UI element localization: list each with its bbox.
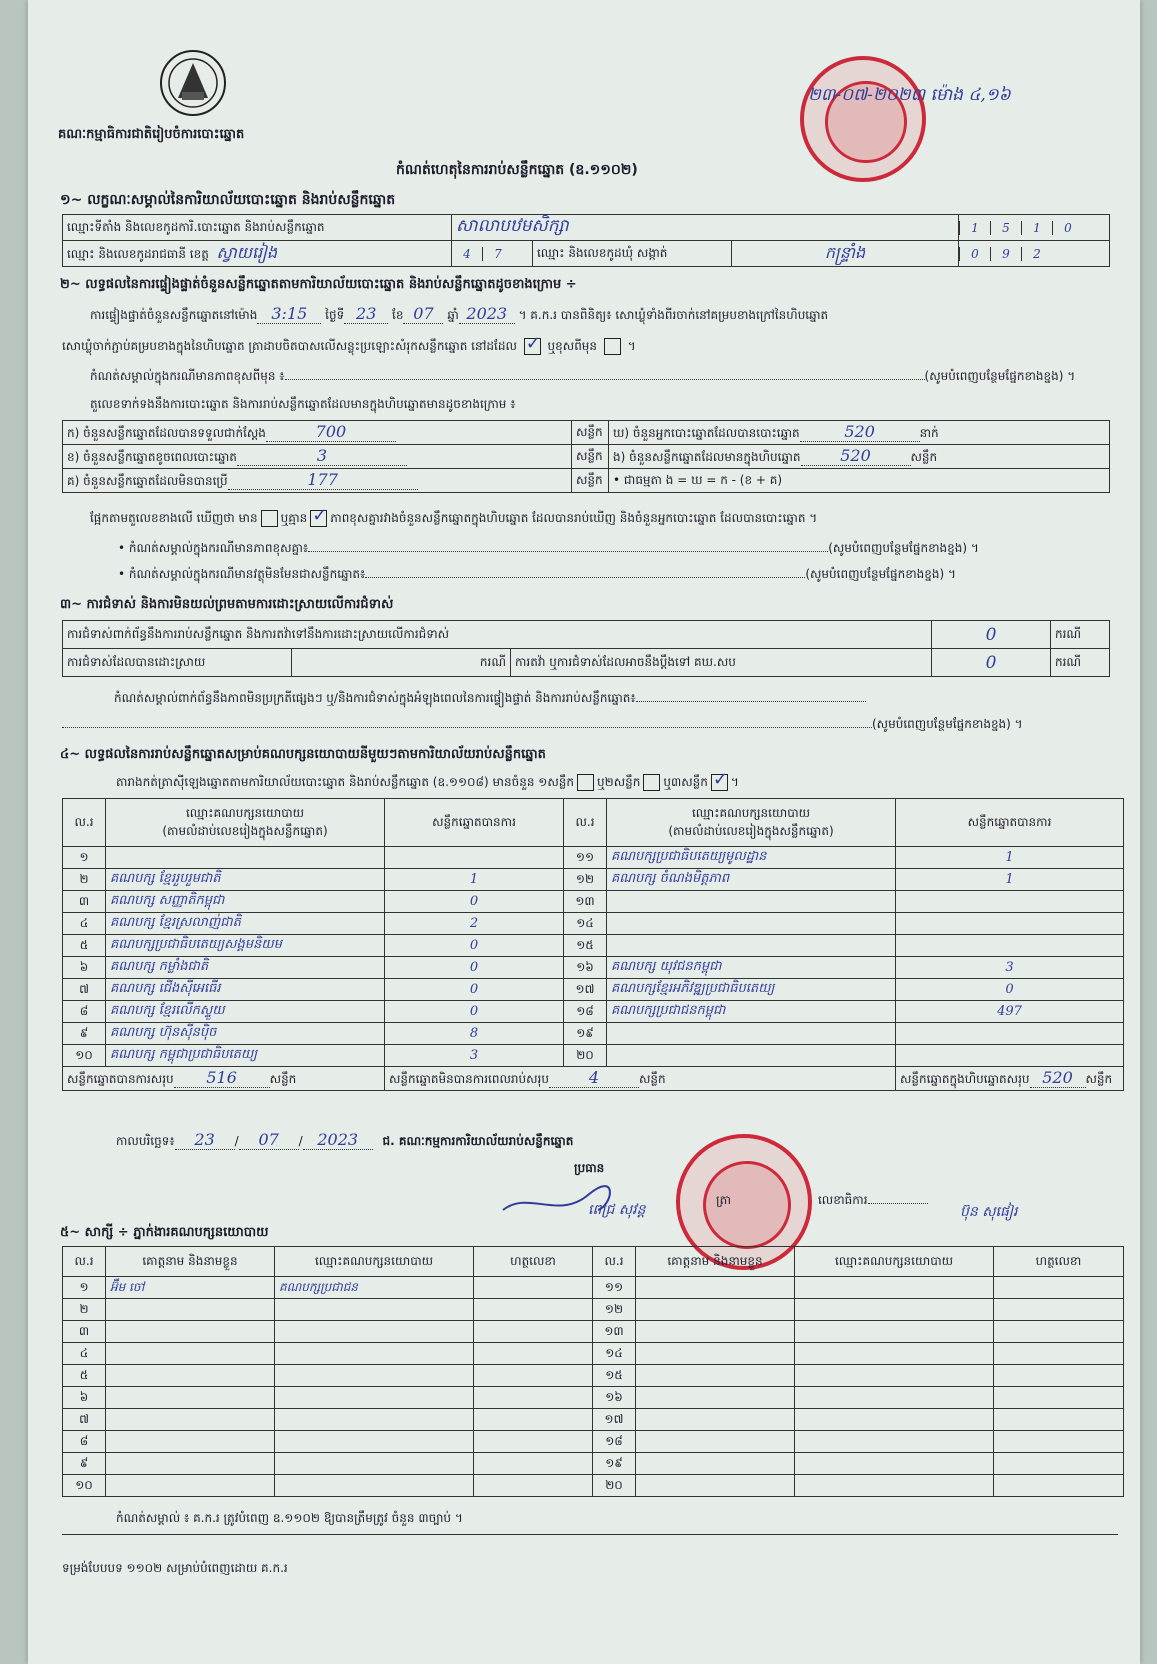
witness-no: ៤ bbox=[63, 1343, 106, 1365]
party-name: គណបក្ស កម្លាំងជាតិ bbox=[106, 957, 385, 979]
witness-no: ១៧ bbox=[593, 1409, 636, 1431]
witness-no: ១១ bbox=[593, 1277, 636, 1299]
result-row bbox=[63, 1045, 1124, 1067]
diff-note: • កំណត់សម្គាល់ក្នុងករណីមានភាពខុសគ្នា៖ (សូមបំពេញបន្ថែមផ្នែកខាងខ្នង) ។ bbox=[118, 541, 979, 555]
witness-no: ៧ bbox=[63, 1409, 106, 1431]
president-label: ប្រធាន bbox=[574, 1161, 605, 1175]
witness-signature bbox=[474, 1387, 593, 1409]
witness-name bbox=[106, 1343, 275, 1365]
witness-signature bbox=[994, 1365, 1124, 1387]
party-votes: 1 bbox=[385, 869, 564, 891]
witness-party bbox=[795, 1475, 994, 1497]
irregularity-note: កំណត់សម្គាល់ពាក់ព័ន្ធនឹងភាពមិនប្រក្រតីផ្សេងៗ ឬ/និងការជំទាស់ក្នុងអំឡុងពេលនៃការផ្ទៀងផ្ទាត់ និងការរាប់សន្លឹកឆ្នោត៖ bbox=[114, 690, 1114, 708]
witness-party bbox=[275, 1365, 474, 1387]
result-row bbox=[63, 1001, 1124, 1023]
witness-signature bbox=[474, 1409, 593, 1431]
results-body bbox=[63, 847, 1124, 1067]
witness-signature bbox=[994, 1321, 1124, 1343]
witness-row bbox=[63, 1409, 1124, 1431]
party-no: ៦ bbox=[63, 957, 106, 979]
location-name: សាលាបឋមសិក្សា bbox=[452, 215, 959, 241]
changed-checkbox[interactable] bbox=[604, 338, 621, 355]
witness-row bbox=[63, 1343, 1124, 1365]
witness-row bbox=[63, 1365, 1124, 1387]
party-votes: 0 bbox=[385, 957, 564, 979]
party-no: ៥ bbox=[63, 935, 106, 957]
witness-name bbox=[106, 1299, 275, 1321]
witness-name bbox=[106, 1409, 275, 1431]
party-votes: 2 bbox=[385, 913, 564, 935]
two-sheet-checkbox[interactable] bbox=[643, 774, 660, 791]
section3-heading: ៣~ ការជំទាស់ និងការមិនយល់ព្រមតាមការដោះស្រាយលើការជំទាស់ bbox=[60, 597, 394, 612]
section2-heading: ២~ លទ្ធផលនៃការផ្ទៀងផ្ទាត់ចំនួនសន្លឹកឆ្នោតតាមការិយាល័យបោះឆ្នោត និងរាប់សន្លឹកឆ្នោតដូចខាងក្រោម ÷ bbox=[60, 277, 577, 292]
witness-signature bbox=[474, 1299, 593, 1321]
party-votes: 0 bbox=[896, 979, 1124, 1001]
witness-party bbox=[795, 1277, 994, 1299]
witness-no: ១៤ bbox=[593, 1343, 636, 1365]
witness-signature bbox=[994, 1453, 1124, 1475]
secretary-name: ប៊ុន សុផៀរ bbox=[960, 1204, 1018, 1220]
unchanged-checkbox[interactable] bbox=[524, 338, 541, 355]
table-intro: តួលេខទាក់ទងនឹងការបោះឆ្នោត និងការរាប់សន្លឹកឆ្នោតដែលមានក្នុងហិបឆ្នោតមានដូចខាងក្រោម ៖ bbox=[90, 397, 516, 411]
ballot-count-table: ក) ចំនួនសន្លឹកឆ្នោតដែលបានទទួលជាក់ស្តែង 700 សន្លឹក ឃ) ចំនួនអ្នកបោះឆ្នោតដែលបានបោះឆ្នោត 520 នាក់ ខ) ចំនួនសន្លឹកឆ្នោតខូចពេលបោះឆ្នោត 3 សន្លឹក ង) ចំនួនសន្លឹកឆ្នោតដែលមានក្នុងហិបឆ្នោត 520 សន្លឹក គ) ចំនួនសន្លឹកឆ្នោតដែលមិនបានប្រើ 177 សន្លឹក • ជាធម្មតា ង = ឃ = ក - (ខ + គ) bbox=[62, 420, 1110, 493]
commune-label: ឈ្មោះ និងលេខកូដឃុំ សង្កាត់ bbox=[533, 241, 732, 267]
witness-name bbox=[636, 1343, 795, 1365]
witness-no: ១៨ bbox=[593, 1431, 636, 1453]
secretary-label: លេខាធិការ bbox=[818, 1192, 928, 1210]
witness-row bbox=[63, 1387, 1124, 1409]
form-footer: ទម្រង់បែបបទ ១១០២ សម្រាប់បំពេញដោយ គ.ក.រ bbox=[62, 1561, 288, 1575]
party-name bbox=[607, 935, 896, 957]
three-sheet-checkbox[interactable] bbox=[711, 774, 728, 791]
witness-name bbox=[636, 1431, 795, 1453]
witness-name bbox=[106, 1431, 275, 1453]
witness-no: ៣ bbox=[63, 1321, 106, 1343]
witness-no: ៥ bbox=[63, 1365, 106, 1387]
witness-no: ១៣ bbox=[593, 1321, 636, 1343]
party-no: ១២ bbox=[564, 869, 607, 891]
result-row bbox=[63, 935, 1124, 957]
party-votes: 0 bbox=[385, 935, 564, 957]
party-votes: 497 bbox=[896, 1001, 1124, 1023]
witness-body bbox=[63, 1277, 1124, 1497]
witness-signature bbox=[994, 1343, 1124, 1365]
witness-party bbox=[275, 1321, 474, 1343]
office-code: 1 5 1 0 bbox=[959, 215, 1110, 241]
party-no: ១ bbox=[63, 847, 106, 869]
witness-no: ១០ bbox=[63, 1475, 106, 1497]
witness-party bbox=[275, 1343, 474, 1365]
party-no: ១៣ bbox=[564, 891, 607, 913]
section1-heading: ១~ លក្ខណៈសម្គាល់នៃការិយាល័យបោះឆ្នោត និងរាប់សន្លឹកឆ្នោត bbox=[60, 192, 396, 208]
party-name: គណបក្សខ្មែរអភិវឌ្ឍប្រជាធិបតេយ្យ bbox=[607, 979, 896, 1001]
party-votes bbox=[896, 1045, 1124, 1067]
party-votes bbox=[896, 1023, 1124, 1045]
party-votes bbox=[385, 847, 564, 869]
witness-party bbox=[795, 1343, 994, 1365]
party-votes: 8 bbox=[385, 1023, 564, 1045]
witness-signature bbox=[474, 1475, 593, 1497]
witness-party bbox=[795, 1387, 994, 1409]
stamp-note: ២៣-០៧-២០២៣ ម៉ោង ៤,១៦ bbox=[808, 85, 1011, 105]
party-votes bbox=[896, 935, 1124, 957]
province-label: ឈ្មោះ និងលេខកូដរាជធានី ខេត្ត bbox=[67, 246, 209, 261]
party-no: ២ bbox=[63, 869, 106, 891]
section5-heading: ៥~ សាក្សី ÷ ភ្នាក់ងារគណបក្សនយោបាយ bbox=[60, 1225, 269, 1240]
location-label: ឈ្មោះទីតាំង និងលេខកូដការិ.បោះឆ្នោត និងរាប់សន្លឹកឆ្នោត bbox=[63, 215, 452, 241]
witness-signature bbox=[474, 1365, 593, 1387]
witness-name bbox=[106, 1475, 275, 1497]
party-name: គណបក្ស កម្ពុជាប្រជាធិបតេយ្យ bbox=[106, 1045, 385, 1067]
party-name: គណបក្ស ហ៊ុនស៊ីនប៉ិច bbox=[106, 1023, 385, 1045]
commune-name: កន្ទ្រាំង bbox=[732, 241, 959, 267]
party-name: គណបក្ស យុវជនកម្ពុជា bbox=[607, 957, 896, 979]
party-votes: 1 bbox=[896, 847, 1124, 869]
witness-signature bbox=[994, 1409, 1124, 1431]
org-name: គណៈកម្មាធិការជាតិរៀបចំការបោះឆ្នោត bbox=[58, 127, 245, 142]
witness-name bbox=[636, 1365, 795, 1387]
party-name: គណបក្សប្រជាធិបតេយ្យសង្គមនិយម bbox=[106, 935, 385, 957]
witness-row bbox=[63, 1277, 1124, 1299]
witness-party bbox=[275, 1409, 474, 1431]
witness-row bbox=[63, 1321, 1124, 1343]
result-row bbox=[63, 913, 1124, 935]
top-stamp bbox=[800, 56, 926, 182]
party-no: ៧ bbox=[63, 979, 106, 1001]
party-votes: 3 bbox=[385, 1045, 564, 1067]
location-table bbox=[62, 214, 1110, 267]
witness-signature bbox=[474, 1321, 593, 1343]
witness-name bbox=[636, 1321, 795, 1343]
witness-name bbox=[106, 1321, 275, 1343]
result-row bbox=[63, 979, 1124, 1001]
witness-party: គណបក្សប្រជាជន bbox=[275, 1277, 474, 1299]
party-no: ១៨ bbox=[564, 1001, 607, 1023]
witness-no: ៨ bbox=[63, 1431, 106, 1453]
witness-signature bbox=[474, 1343, 593, 1365]
nec-emblem-icon bbox=[158, 48, 228, 118]
party-name: គណបក្ស ចំណងមិត្តភាព bbox=[607, 869, 896, 891]
witness-signature bbox=[994, 1387, 1124, 1409]
compare-line: ផ្អែកតាមតួលេខខាងលើ ឃើញថា មាន ឬគ្មាន✓ ភាពខុសគ្នារវាងចំនួនសន្លឹកឆ្នោតក្នុងហិបឆ្នោត ដែលបានរាប់ឃើញ និងចំនួនអ្នកបោះឆ្នោត ដែលបានបោះឆ្នោត ។ bbox=[90, 510, 817, 528]
party-no: ៣ bbox=[63, 891, 106, 913]
party-no: ១៤ bbox=[564, 913, 607, 935]
witness-party bbox=[795, 1299, 994, 1321]
object-note: • កំណត់សម្គាល់ក្នុងករណីមានវត្ថុមិនមែនជាសន្លឹកឆ្នោត៖ (សូមបំពេញបន្ថែមផ្នែកខាងខ្នង) ។ bbox=[118, 567, 956, 581]
party-name: គណបក្ស សញ្ញាតិកម្ពុជា bbox=[106, 891, 385, 913]
change-note: កំណត់សម្គាល់ក្នុងករណីមានភាពខុសពីមុន ៖ (សូមបំពេញបន្ថែមផ្នែកខាងខ្នង) ។ bbox=[90, 369, 1076, 383]
witness-no: ២ bbox=[63, 1299, 106, 1321]
party-votes bbox=[896, 891, 1124, 913]
party-no: ៩ bbox=[63, 1023, 106, 1045]
witness-party bbox=[275, 1387, 474, 1409]
copies-note: កំណត់សម្គាល់ ៖ គ.ក.រ ត្រូវបំពេញ ឧ.១១០២ ឱ្យបានត្រឹមត្រូវ ចំនួន ៣ច្បាប់ ។ bbox=[116, 1511, 463, 1525]
witness-table: ល.រ គោត្តនាម និងនាមខ្លួន ឈ្មោះគណបក្សនយោបាយ ហត្ថលេខា ល.រ គោត្តនាម និងនាមខ្លួន ឈ្មោះគណបក្សនយោបាយ ហត្ថលេខា ១ អ៊ឹម ចៅ គណបក្សប្រជាជន ១១ ២ ១២ ៣ ១៣ ៤ ១៤ ៥ ១៥ ៦ ១៦ ៧ ១៧ ៨ ១៨ ៩ ១៩ ១០ ២០ bbox=[62, 1246, 1124, 1497]
party-no: ៤ bbox=[63, 913, 106, 935]
province-code: 4 7 bbox=[452, 241, 533, 267]
party-name: គណបក្ស ខ្មែរស្រលាញ់ជាតិ bbox=[106, 913, 385, 935]
results-table: ល.រ ឈ្មោះគណបក្សនយោបាយ (តាមលំដាប់លេខរៀងក្នុងសន្លឹកឆ្នោត) សន្លឹកឆ្នោតបានការ ល.រ ឈ្មោះគណបក្សនយោបាយ (តាមលំដាប់លេខរៀងក្នុងសន្លឹកឆ្នោត) សន្លឹកឆ្នោតបានការ ១ ១១ គណបក្សប្រជាធិបតេយ្យមូលដ្ឋាន 1 ២ គណបក្ស ខ្មែររួបរួមជាតិ 1 ១២ គណបក្ស ចំណងមិត្តភាព 1 ៣ គណបក្ស សញ្ញាតិកម្ពុជា 0 ១៣ ៤ គណបក្ស ខ្មែរស្រលាញ់ជាតិ 2 ១៤ ៥ គណបក្សប្រជាធិបតេយ្យសង្គមនិយម 0 ១៥ ៦ គណបក្ស កម្លាំងជាតិ 0 ១៦ គណបក្ស យុវជនកម្ពុជា 3 ៧ គណបក្ស ជើងស៊ីអេធើរ 0 ១៧ គណបក្សខ្មែរអភិវឌ្ឍប្រជាធិបតេយ្យ 0 ៨ គណបក្ស ខ្មែរលើកស្ទួយ 0 ១៨ គណបក្សប្រជាជនកម្ពុជា 497 ៩ គណបក្ស ហ៊ុនស៊ីនប៉ិច 8 ១៩ ១០ គណបក្ស កម្ពុជាប្រជាធិបតេយ្យ 3 ២០ សន្លឹកឆ្នោតបានការសរុប 516 សន្លឹក សន្លឹកឆ្នោតមិនបានការពេលរាប់សរុប 4 សន្លឹក សន្លឹកឆ្នោតក្នុងហិបឆ្នោតសរុប 520 សន្លឹក bbox=[62, 798, 1124, 1091]
witness-row bbox=[63, 1431, 1124, 1453]
party-no: ៨ bbox=[63, 1001, 106, 1023]
witness-signature bbox=[994, 1431, 1124, 1453]
witness-name: អ៊ឹម ចៅ bbox=[106, 1277, 275, 1299]
irregularity-note-cont: (សូមបំពេញបន្ថែមផ្នែកខាងខ្នង) ។ bbox=[62, 716, 1122, 734]
witness-party bbox=[275, 1453, 474, 1475]
result-row bbox=[63, 1023, 1124, 1045]
witness-name bbox=[636, 1475, 795, 1497]
witness-signature bbox=[474, 1277, 593, 1299]
party-name: គណបក្សប្រជាធិបតេយ្យមូលដ្ឋាន bbox=[607, 847, 896, 869]
party-name bbox=[607, 1045, 896, 1067]
witness-row bbox=[63, 1475, 1124, 1497]
witness-party bbox=[795, 1321, 994, 1343]
witness-no: ១៩ bbox=[593, 1453, 636, 1475]
has-diff-checkbox[interactable] bbox=[261, 510, 278, 527]
witness-no: ៦ bbox=[63, 1387, 106, 1409]
witness-no: ២០ bbox=[593, 1475, 636, 1497]
party-votes: 3 bbox=[896, 957, 1124, 979]
witness-party bbox=[795, 1365, 994, 1387]
party-name: គណបក្ស ខ្មែររួបរួមជាតិ bbox=[106, 869, 385, 891]
party-no: ២០ bbox=[564, 1045, 607, 1067]
date-line: កាលបរិច្ឆេទ៖ 23 / 07 / 2023 ជ. គណៈកម្មការការិយាល័យរាប់សន្លឹកឆ្នោត bbox=[116, 1130, 574, 1149]
party-no: ១៦ bbox=[564, 957, 607, 979]
party-no: ១៩ bbox=[564, 1023, 607, 1045]
witness-party bbox=[275, 1299, 474, 1321]
result-row bbox=[63, 869, 1124, 891]
witness-no: ១៦ bbox=[593, 1387, 636, 1409]
form-page bbox=[28, 0, 1140, 1664]
witness-name bbox=[106, 1453, 275, 1475]
witness-signature bbox=[994, 1299, 1124, 1321]
party-votes: 0 bbox=[385, 1001, 564, 1023]
section4-heading: ៤~ លទ្ធផលនៃការរាប់សន្លឹកឆ្នោតសម្រាប់គណបក្សនយោបាយនីមួយៗតាមការិយាល័យរាប់សន្លឹកឆ្នោត bbox=[60, 747, 546, 762]
form-title: កំណត់ហេតុនៃការរាប់សន្លឹកឆ្នោត (ឧ.១១០២) bbox=[396, 162, 638, 178]
witness-no: ១៥ bbox=[593, 1365, 636, 1387]
witness-signature bbox=[474, 1431, 593, 1453]
witness-row bbox=[63, 1453, 1124, 1475]
witness-no: ១ bbox=[63, 1277, 106, 1299]
witness-signature bbox=[994, 1475, 1124, 1497]
witness-row bbox=[63, 1299, 1124, 1321]
party-votes: 0 bbox=[385, 979, 564, 1001]
witness-signature bbox=[474, 1453, 593, 1475]
party-votes: 0 bbox=[385, 891, 564, 913]
party-name bbox=[106, 847, 385, 869]
party-no: ១៧ bbox=[564, 979, 607, 1001]
witness-no: ១២ bbox=[593, 1299, 636, 1321]
footer-rule bbox=[62, 1534, 1118, 1535]
president-name: ពេជ្រ សុវន្ត bbox=[588, 1202, 646, 1218]
witness-name bbox=[106, 1365, 275, 1387]
witness-party bbox=[795, 1453, 994, 1475]
one-sheet-checkbox[interactable] bbox=[577, 774, 594, 791]
no-diff-checkbox[interactable] bbox=[310, 510, 327, 527]
commune-code: 0 9 2 bbox=[959, 241, 1110, 267]
party-votes: 1 bbox=[896, 869, 1124, 891]
party-name bbox=[607, 1023, 896, 1045]
party-no: ១១ bbox=[564, 847, 607, 869]
witness-party bbox=[275, 1475, 474, 1497]
result-row bbox=[63, 891, 1124, 913]
result-row bbox=[63, 847, 1124, 869]
party-no: ១៥ bbox=[564, 935, 607, 957]
party-no: ១០ bbox=[63, 1045, 106, 1067]
witness-no: ៩ bbox=[63, 1453, 106, 1475]
objection-table: ការជំទាស់ពាក់ព័ន្ធនឹងការរាប់សន្លឹកឆ្នោត និងការតវ៉ាទៅនឹងការដោះស្រាយលើការជំទាស់ 0 ករណី ការជំទាស់ដែលបានដោះស្រាយ ករណី ការតវ៉ា ឬការជំទាស់ដែលអាចនឹងប្តឹងទៅ គឃ.សប 0 ករណី bbox=[62, 620, 1110, 677]
party-name bbox=[607, 891, 896, 913]
party-name: គណបក្ស ខ្មែរលើកស្ទួយ bbox=[106, 1001, 385, 1023]
witness-party bbox=[795, 1409, 994, 1431]
party-name bbox=[607, 913, 896, 935]
party-votes bbox=[896, 913, 1124, 935]
witness-name bbox=[636, 1453, 795, 1475]
party-name: គណបក្ស ជើងស៊ីអេធើរ bbox=[106, 979, 385, 1001]
province-name: ស្វាយរៀង bbox=[216, 242, 278, 262]
witness-signature bbox=[994, 1277, 1124, 1299]
witness-name bbox=[636, 1277, 795, 1299]
witness-name bbox=[636, 1387, 795, 1409]
seal-label: ត្រា bbox=[716, 1193, 731, 1207]
party-name: គណបក្សប្រជាជនកម្ពុជា bbox=[607, 1001, 896, 1023]
seal-check-line: សោឃ្លុំចាក់ភ្ជាប់គម្របខាងក្នុងនៃហិបឆ្នោត ត្រាដាបចិតបាសលើសន្លុះប្រឡោះសំរុកសន្លឹកឆ្នោត នៅដដែល ✓ ឬខុសពីមុន ។ bbox=[62, 338, 636, 356]
witness-party bbox=[795, 1431, 994, 1453]
result-row bbox=[63, 957, 1124, 979]
witness-party bbox=[275, 1431, 474, 1453]
verification-line: ការផ្ទៀងផ្ទាត់ចំនួនសន្លឹកឆ្នោតនៅម៉ោង 3:15 ថ្ងៃទី 23 ខែ 07 ឆ្នាំ 2023 ។ គ.ក.រ បានពិនិត្យ៖ សោឃ្លុំទាំងពីរចាក់នៅគម្របខាងក្រៅនៃហិបឆ្នោត bbox=[90, 304, 829, 323]
tally-sheet-line: តារាងកត់ត្រាស៊ីឡេងឆ្នោតតាមការិយាល័យបោះឆ្នោត និងរាប់សន្លឹកឆ្នោត (ឧ.១១០៨) មានចំនួន ១សន្លឹក ឬ២សន្លឹក ឬ៣សន្លឹក✓ ។ bbox=[116, 774, 739, 792]
witness-name bbox=[106, 1387, 275, 1409]
witness-name bbox=[636, 1299, 795, 1321]
witness-name bbox=[636, 1409, 795, 1431]
